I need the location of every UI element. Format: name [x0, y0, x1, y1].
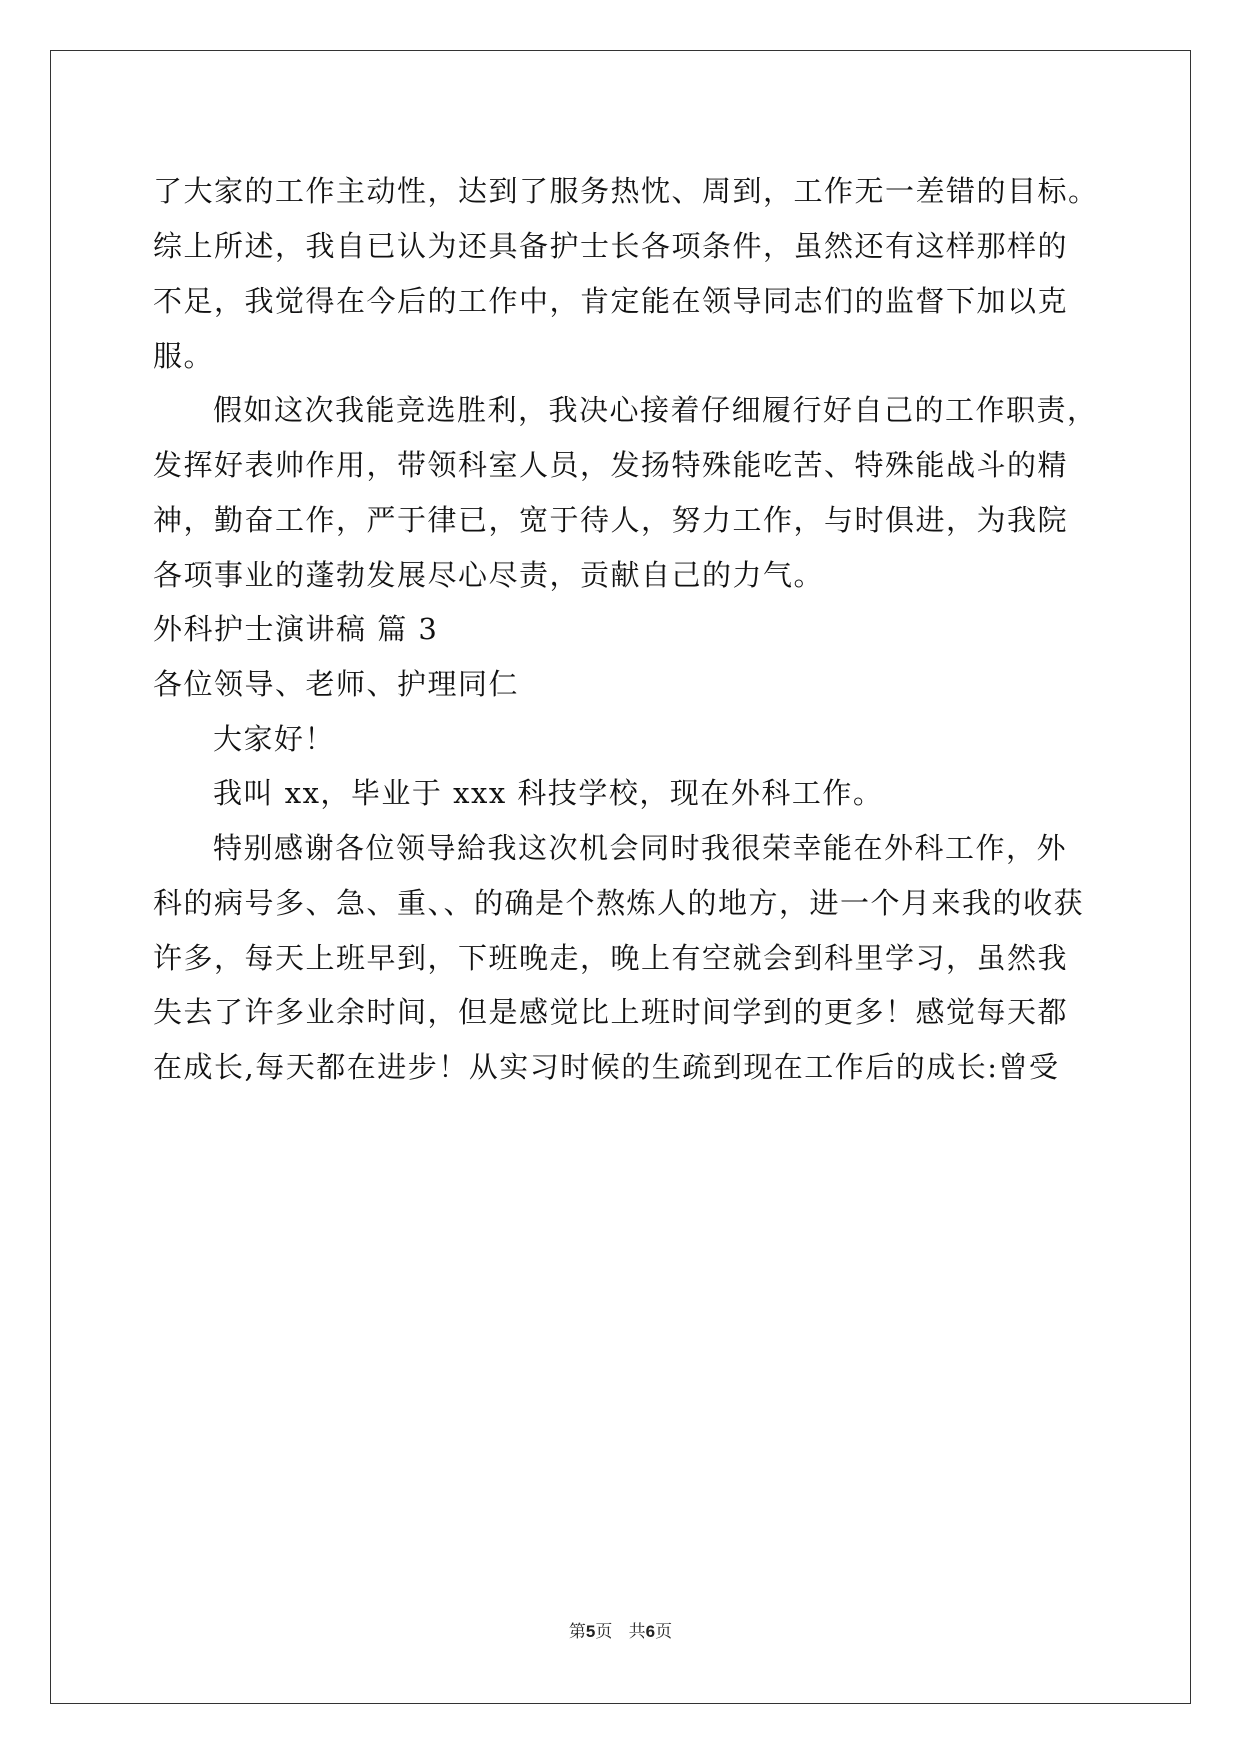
paragraph-line: 综上所述，我自已认为还具备护士长各项条件，虽然还有这样那样的 — [153, 229, 1069, 263]
paragraph-line: 我叫 xx，毕业于 xxx 科技学校，现在外科工作。 — [213, 776, 884, 810]
paragraph-line: 各项事业的蓬勃发展尽心尽责，贡献自己的力气。 — [153, 558, 825, 592]
footer-total-suffix: 页 — [655, 1622, 673, 1642]
section-heading: 外科护士演讲稿 篇 3 — [153, 612, 439, 646]
paragraph-line: 特别感谢各位领导給我这次机会同时我很荣幸能在外科工作，外 — [213, 831, 1068, 865]
paragraph-line: 发挥好表帅作用，带领科室人员，发扬特殊能吃苦、特殊能战斗的精 — [153, 448, 1069, 482]
paragraph-line: 科的病号多、急、重、、的确是个熬炼人的地方，进一个月来我的收获 — [153, 886, 1085, 920]
greeting: 大家好！ — [213, 722, 336, 756]
paragraph-line: 了大家的工作主动性，达到了服务热忱、周到，工作无一差错的目标。 — [153, 174, 1099, 208]
paragraph-line: 在成长,每天都在进步！从实习时候的生疏到现在工作后的成长:曾受 — [153, 1050, 1060, 1084]
footer-total-prefix: 共 — [628, 1622, 646, 1642]
paragraph-line: 假如这次我能竞选胜利，我决心接着仔细履行好自己的工作职责， — [213, 393, 1098, 427]
footer-page-prefix: 第 — [568, 1622, 586, 1642]
paragraph-line: 神，勤奋工作，严于律已，宽于待人，努力工作，与时俱进，为我院 — [153, 503, 1069, 537]
salutation: 各位领导、老师、护理同仁 — [153, 667, 520, 701]
paragraph-line: 失去了许多业余时间，但是感觉比上班时间学到的更多！感觉每天都 — [153, 995, 1069, 1029]
footer-page-suffix: 页 — [595, 1622, 613, 1642]
paragraph-line: 不足，我觉得在今后的工作中，肯定能在领导同志们的监督下加以克 — [153, 284, 1069, 318]
footer-page-number: 5 — [585, 1622, 596, 1641]
paragraph-line: 许多，每天上班早到，下班晚走，晚上有空就会到科里学习，虽然我 — [153, 941, 1069, 975]
paragraph-line: 服。 — [153, 339, 215, 373]
footer-total-number: 6 — [645, 1622, 656, 1641]
page-footer — [0, 1621, 1241, 1643]
